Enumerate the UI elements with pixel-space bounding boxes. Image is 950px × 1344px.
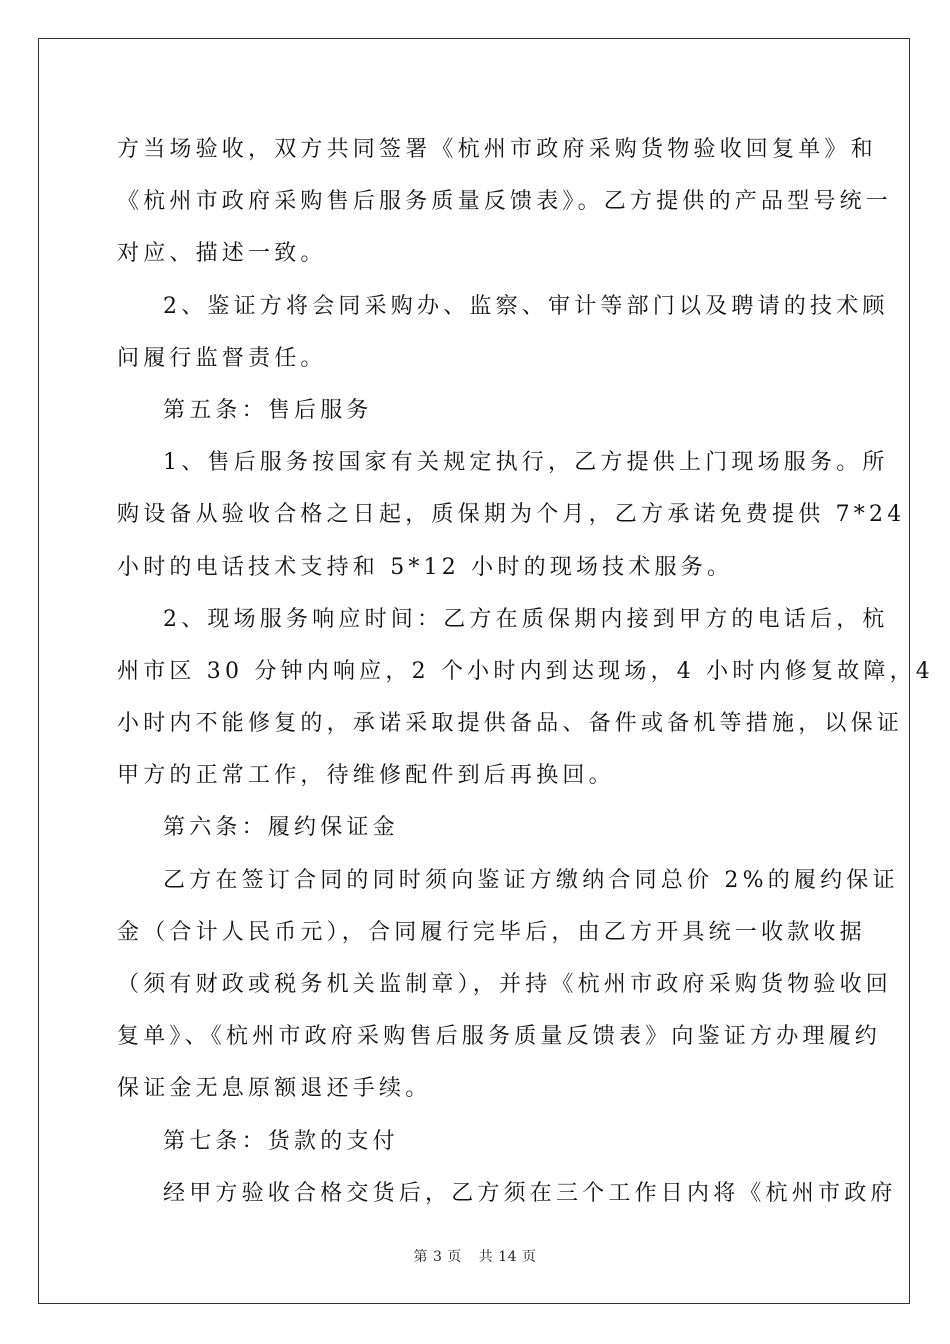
page-footer bbox=[0, 1246, 950, 1266]
text-line-16: 金（合计人民币元），合同履行完毕后，由乙方开具统一收款收据 bbox=[117, 919, 866, 945]
article-6-paragraph: 乙方在签订合同的同时须向鉴证方缴纳合同总价 2%的履约保证 bbox=[163, 867, 899, 893]
article-5-heading: 第五条：售后服务 bbox=[163, 397, 373, 423]
text-line-8: 购设备从验收合格之日起，质保期为个月，乙方承诺免费提供 7*24 bbox=[117, 502, 906, 528]
document-body bbox=[117, 124, 934, 1220]
text-line-1: 方当场验收，双方共同签署《杭州市政府采购货物验收回复单》和 bbox=[117, 137, 877, 162]
text-line-3: 对应、描述一致。 bbox=[117, 241, 327, 267]
text-line-17: （须有财政或税务机关监制章），并持《杭州市政府采购货物验收回 bbox=[117, 972, 893, 997]
article-6-heading: 第六条：履约保证金 bbox=[163, 815, 399, 841]
text-line-9: 小时的电话技术支持和 5*12 小时的现场技术服务。 bbox=[117, 554, 734, 580]
text-line-19: 保证金无息原额退还手续。 bbox=[117, 1076, 432, 1102]
text-line-18: 复单》、《杭州市政府采购售后服务质量反馈表》向鉴证方办理履约 bbox=[117, 1024, 882, 1050]
text-line-5: 问履行监督责任。 bbox=[117, 345, 327, 371]
page-total: 共 14 页 bbox=[478, 1249, 537, 1265]
article-5-item-2: 2、现场服务响应时间：乙方在质保期内接到甲方的电话后，杭 bbox=[163, 606, 889, 632]
text-line-12: 小时内不能修复的，承诺采取提供备品、备件或备机等措施，以保证 bbox=[117, 711, 904, 737]
page-number: 第 3 页 bbox=[413, 1249, 462, 1265]
article-7-heading: 第七条：货款的支付 bbox=[163, 1128, 399, 1154]
article-7-paragraph: 经甲方验收合格交货后，乙方须在三个工作日内将《杭州市政府 bbox=[163, 1180, 897, 1206]
clause-4-item-2: 2、鉴证方将会同采购办、监察、审计等部门以及聘请的技术顾 bbox=[163, 293, 889, 319]
text-line-13: 甲方的正常工作，待维修配件到后再换回。 bbox=[117, 763, 615, 789]
text-line-11: 州市区 30 分钟内响应，2 个小时内到达现场，4 小时内修复故障，4 bbox=[117, 658, 934, 684]
text-line-2: 《杭州市政府采购售后服务质量反馈表》。乙方提供的产品型号统一 bbox=[117, 189, 893, 215]
article-5-item-1: 1、售后服务按国家有关规定执行，乙方提供上门现场服务。所 bbox=[163, 450, 889, 476]
